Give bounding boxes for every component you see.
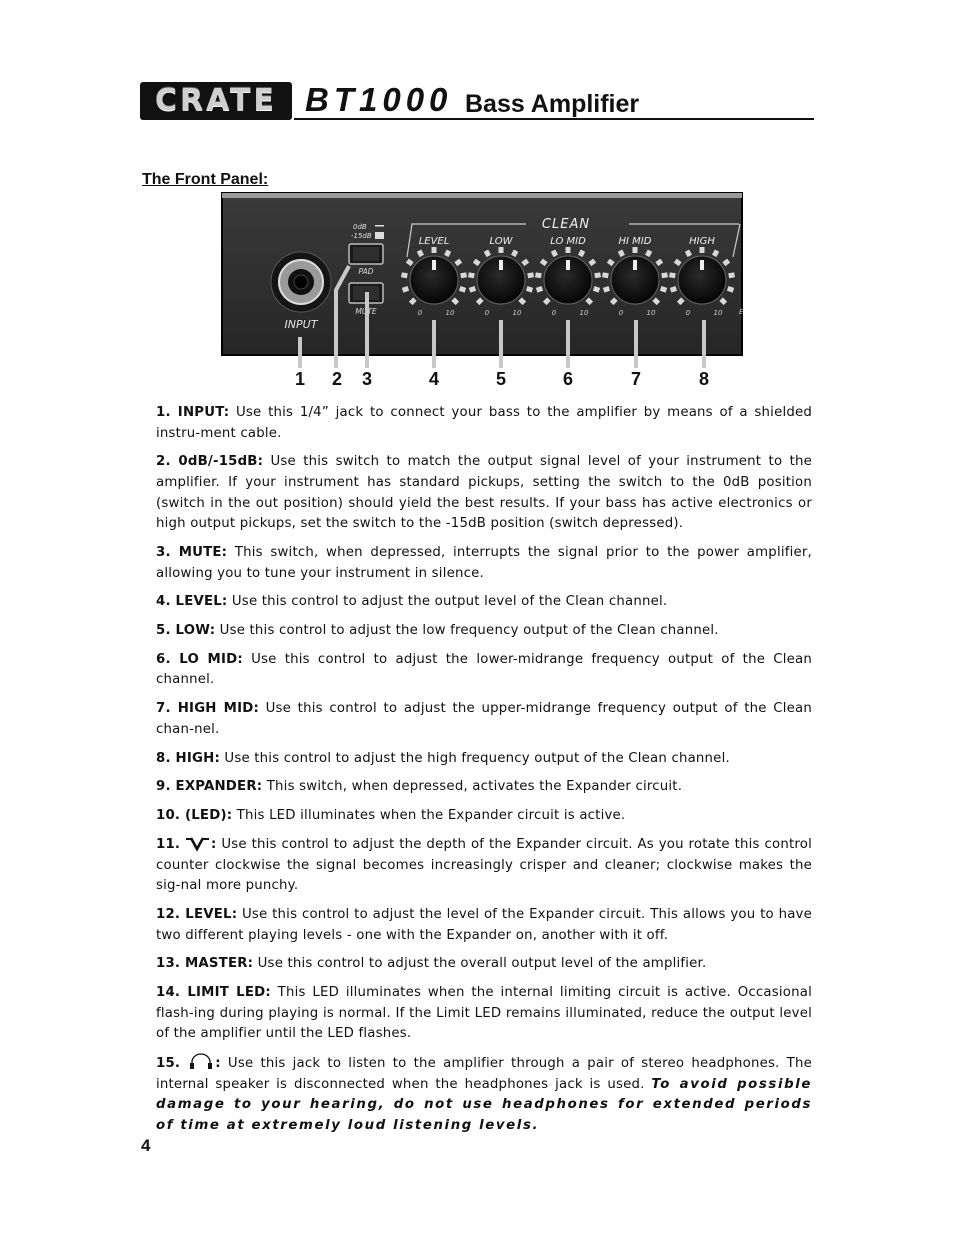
item-text: Use this control to adjust the output level of the Clean channel. — [227, 594, 668, 610]
headphones-icon — [187, 1053, 215, 1070]
callout-number: 7 — [630, 369, 642, 389]
svg-text:E: E — [739, 308, 744, 316]
page-header — [140, 80, 814, 122]
knob-scale-tick — [669, 275, 675, 276]
knob-scale-tick — [453, 299, 457, 303]
knob-scale-tick — [545, 299, 549, 303]
channel-label: CLEAN — [541, 217, 591, 232]
item-text: Use this switch to match the output signal level of your instrument to the amplifier. If your instrument has standard pickups, setting the switch to the 0dB position (switch in the out position) should yield the best results. If your bass has active electronics or high output pickups, set the switch to the -15dB position (switch depressed). — [156, 454, 812, 532]
knob-scale-tick — [468, 275, 474, 276]
item-text: This LED illuminates when the Expander circuit is active. — [232, 808, 626, 824]
description-item — [156, 452, 812, 534]
description-item — [156, 983, 812, 1045]
knob-scale-tick — [608, 261, 613, 265]
callout-number: 5 — [495, 369, 507, 389]
knob-scale-tick — [647, 251, 650, 256]
knob-scale-tick — [446, 251, 449, 256]
knob-scale-tick — [527, 288, 533, 290]
pad-scale-15db: -15dB — [351, 232, 372, 240]
knob-pointer — [566, 260, 570, 270]
knob-scale-tick — [595, 275, 601, 276]
knob-min-label: 0 — [618, 309, 624, 317]
item-label: 8. HIGH: — [156, 750, 220, 766]
knob-scale-tick — [587, 299, 591, 303]
knob-scale-tick — [535, 275, 541, 276]
knob-scale-tick — [602, 275, 608, 276]
description-item — [156, 835, 812, 897]
callout-number: 8 — [698, 369, 710, 389]
knob-scale-tick — [661, 288, 667, 290]
item-label: 10. (LED): — [156, 808, 233, 824]
item-text: Use this jack to listen to the amplifier through a pair of stereo headphones. The internal speaker is disconnected when the headphones jack is used. — [156, 1056, 812, 1092]
description-item — [156, 699, 812, 740]
knob-scale-tick — [537, 288, 543, 290]
knob-pointer — [633, 260, 637, 270]
control-descriptions — [156, 403, 812, 1145]
item-label: 3. MUTE: — [156, 544, 228, 560]
knob-max-label: 10 — [646, 309, 656, 317]
front-panel-illustration — [221, 192, 742, 357]
knob-scale-tick — [478, 299, 482, 303]
knob-scale-tick — [474, 261, 479, 265]
knob-scale-tick — [520, 299, 524, 303]
warning-text: To avoid possible damage to your hearing, do not use headphones for extended periods of time at extremely loud listening levels. — [156, 1076, 813, 1133]
knob-scale-tick — [724, 261, 729, 265]
callout-number: 4 — [428, 369, 440, 389]
knob-scale-tick — [580, 251, 583, 256]
item-text: This switch, when depressed, interrupts the signal prior to the power amplifier, allowing you to tune your instrument in silence. — [156, 544, 812, 581]
knob-label: LEVEL — [418, 236, 450, 247]
description-item — [156, 543, 812, 584]
item-label: 13. MASTER: — [156, 956, 254, 972]
knob-scale-tick — [620, 251, 623, 256]
item-label: 2. 0dB/-15dB: — [156, 454, 264, 470]
knob-scale-tick — [687, 251, 690, 256]
item-label-suffix: : — [215, 1056, 221, 1072]
description-item — [156, 403, 812, 444]
knob-pointer — [432, 260, 436, 270]
knob-label: HIGH — [689, 236, 715, 247]
knob-scale-tick — [671, 288, 677, 290]
item-label: 11. — [156, 836, 181, 852]
knob-scale-tick — [662, 275, 668, 276]
knob-max-label: 10 — [512, 309, 522, 317]
knob-pointer — [499, 260, 503, 270]
expander-depth-icon — [185, 836, 211, 851]
knob-scale-tick — [411, 299, 415, 303]
description-item — [156, 954, 812, 975]
knob-scale-tick — [486, 251, 489, 256]
item-label: 12. LEVEL: — [156, 906, 238, 922]
knob-scale-tick — [541, 261, 546, 265]
item-label: 9. EXPANDER: — [156, 779, 263, 795]
description-item — [156, 777, 812, 798]
header-rule — [294, 118, 814, 120]
input-jack-icon — [271, 252, 331, 312]
logo-text: CRATE — [155, 83, 277, 118]
knob-pointer — [700, 260, 704, 270]
callout-number: 6 — [562, 369, 574, 389]
item-text: This LED illuminates when the internal limiting circuit is active. Occasional flash-ing during playing is normal. If the Limit LED remains illuminated, reduce the output level of the amplifier until the LED flashes. — [156, 985, 812, 1042]
knob-scale-tick — [594, 288, 600, 290]
item-label: 15. — [156, 1056, 181, 1072]
page-title: Bass Amplifier — [465, 90, 640, 118]
knob-scale-tick — [401, 275, 407, 276]
knob-scale-tick — [407, 261, 412, 265]
knob-scale-tick — [528, 275, 534, 276]
mute-switch-icon — [349, 283, 383, 303]
item-text: This switch, when depressed, activates the Expander circuit. — [262, 779, 683, 795]
knob-min-label: 0 — [417, 309, 423, 317]
knob-scale-tick — [403, 288, 409, 290]
knob-min-label: 0 — [551, 309, 557, 317]
item-text: Use this control to adjust the overall output level of the amplifier. — [253, 956, 707, 972]
description-item — [156, 749, 812, 770]
knob-scale-tick — [729, 275, 735, 276]
knob-scale-tick — [513, 251, 516, 256]
description-item — [156, 592, 812, 613]
knob-scale-tick — [714, 251, 717, 256]
knob-scale-tick — [456, 261, 461, 265]
item-label-suffix: : — [210, 836, 217, 852]
page-number: 4 — [141, 1136, 151, 1155]
input-label: INPUT — [284, 318, 318, 331]
callout-number: 1 — [294, 369, 306, 389]
knob-scale-tick — [679, 299, 683, 303]
section-title: The Front Panel: — [142, 171, 269, 188]
pad-switch-icon — [349, 244, 383, 264]
model-name: BT1000 — [305, 81, 453, 118]
item-label: 6. LO MID: — [156, 651, 243, 667]
knob-scale-tick — [590, 261, 595, 265]
knob-scale-tick — [419, 251, 422, 256]
knob-scale-tick — [470, 288, 476, 290]
knob-scale-tick — [460, 288, 466, 290]
item-label: 5. LOW: — [156, 623, 216, 639]
callout-number: 2 — [331, 369, 343, 389]
item-text: Use this control to adjust the high frequency output of the Clean channel. — [219, 750, 730, 766]
knob-scale-tick — [523, 261, 528, 265]
knob-scale-tick — [553, 251, 556, 256]
knob-min-label: 0 — [685, 309, 691, 317]
item-text: Use this control to adjust the upper-midrange frequency output of the Clean chan-nel. — [156, 701, 812, 737]
pad-label: PAD — [358, 267, 374, 276]
knob-label: LO MID — [550, 236, 586, 247]
knob-label: LOW — [489, 236, 513, 247]
description-item — [156, 621, 812, 642]
item-label: 7. HIGH MID: — [156, 701, 259, 717]
item-label: 14. LIMIT LED: — [156, 985, 271, 1001]
knob-scale-tick — [604, 288, 610, 290]
front-panel-svg — [221, 192, 742, 357]
knob-scale-tick — [654, 299, 658, 303]
knob-max-label: 10 — [713, 309, 723, 317]
knob-scale-tick — [728, 288, 734, 290]
description-item — [156, 905, 812, 946]
knob-scale-tick — [675, 261, 680, 265]
description-item — [156, 650, 812, 691]
mute-label: MUTE — [355, 307, 377, 316]
knob-scale-tick — [612, 299, 616, 303]
knob-scale-tick — [721, 299, 725, 303]
pad-scale-0db: 0dB — [353, 223, 367, 231]
item-text: Use this control to adjust the depth of the Expander circuit. As you rotate this control counter clockwise the signal becomes increasingly crisper and cleaner; clockwise makes the sig-nal more punchy. — [156, 836, 812, 894]
knob-scale-tick — [461, 275, 467, 276]
item-text: Use this control to adjust the low frequency output of the Clean channel. — [215, 623, 719, 639]
knob-min-label: 0 — [484, 309, 490, 317]
item-label: 1. INPUT: — [156, 405, 230, 420]
item-text: Use this 1/4” jack to connect your bass to the amplifier by means of a shielded instru-ment cable. — [156, 405, 813, 441]
item-text: Use this control to adjust the level of the Expander circuit. This allows you to have two different playing levels - one with the Expander on, another with it off. — [156, 906, 812, 943]
callout-numbers — [0, 367, 954, 393]
callout-number: 3 — [361, 369, 373, 389]
knob-max-label: 10 — [445, 309, 455, 317]
item-text: Use this control to adjust the lower-midrange frequency output of the Clean channel. — [156, 651, 812, 688]
item-label: 4. LEVEL: — [156, 594, 228, 610]
knob-max-label: 10 — [579, 309, 589, 317]
knob-scale-tick — [657, 261, 662, 265]
description-item — [156, 1053, 812, 1136]
knob-label: HI MID — [618, 236, 652, 247]
crate-logo — [140, 82, 292, 120]
description-item — [156, 806, 812, 827]
